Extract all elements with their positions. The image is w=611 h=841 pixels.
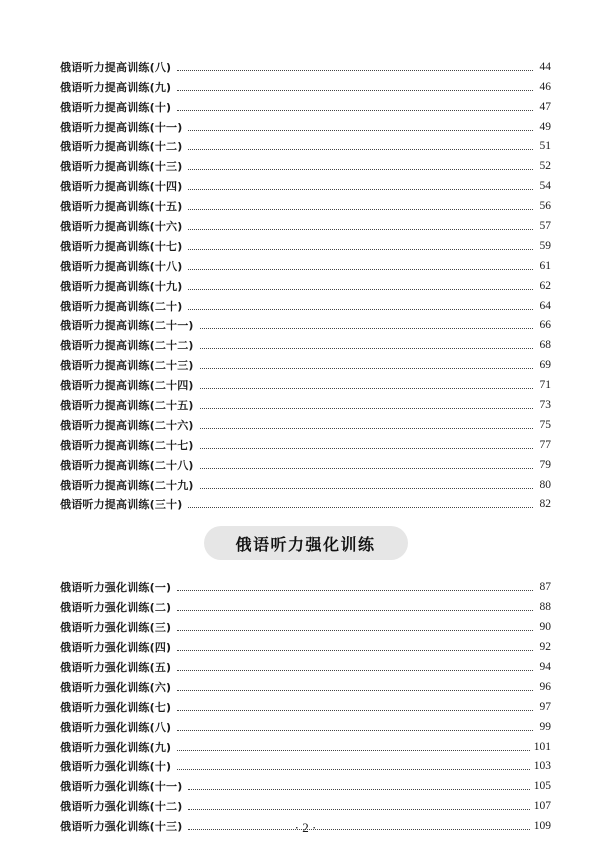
- toc-entry-page: 62: [539, 279, 551, 292]
- dot-leader: [177, 629, 533, 631]
- toc-entry-title: 俄语听力提高训练(二十六): [60, 418, 194, 432]
- toc-entry-page: 109: [533, 820, 551, 833]
- toc-entry-title: 俄语听力强化训练(七): [60, 700, 172, 714]
- toc-entry[interactable]: [60, 293, 551, 313]
- toc-entry[interactable]: [60, 372, 551, 392]
- toc-entry[interactable]: [60, 74, 551, 94]
- toc-entry[interactable]: [60, 193, 551, 213]
- toc-entry[interactable]: [60, 332, 551, 352]
- dot-leader: [188, 228, 533, 230]
- toc-entry-page: 94: [539, 660, 551, 673]
- toc-entry-page: 90: [539, 621, 551, 634]
- toc-entry-title: 俄语听力提高训练(十九): [60, 279, 183, 293]
- toc-entry[interactable]: [60, 273, 551, 293]
- toc-entry-title: 俄语听力强化训练(三): [60, 621, 172, 635]
- dot-leader: [188, 308, 533, 310]
- toc-entry[interactable]: [60, 54, 551, 74]
- dot-leader: [188, 268, 533, 270]
- dot-leader: [200, 467, 533, 469]
- page-number: · 2 ·: [294, 820, 317, 835]
- dot-leader: [200, 447, 533, 449]
- toc-entry[interactable]: [60, 153, 551, 173]
- toc-entry-title: 俄语听力提高训练(二十九): [60, 478, 194, 492]
- toc-entry[interactable]: [60, 452, 551, 472]
- toc-entry-title: 俄语听力提高训练(二十): [60, 299, 183, 313]
- toc-entry-title: 俄语听力强化训练(十一): [60, 780, 183, 794]
- toc-entry-title: 俄语听力提高训练(十): [60, 100, 172, 114]
- toc-entry-page: 56: [539, 200, 551, 213]
- toc-entry-page: 68: [539, 339, 551, 352]
- toc-entry-page: 46: [539, 80, 551, 93]
- dot-leader: [200, 327, 533, 329]
- toc-entry-title: 俄语听力提高训练(二十五): [60, 399, 194, 413]
- toc-entry-page: 64: [539, 299, 551, 312]
- toc-entry[interactable]: [60, 432, 551, 452]
- toc-entry-page: 77: [539, 438, 551, 451]
- toc-entry[interactable]: [60, 173, 551, 193]
- dot-leader: [177, 709, 533, 711]
- toc-entry-title: 俄语听力提高训练(二十四): [60, 379, 194, 393]
- toc-entry-page: 105: [533, 780, 551, 793]
- toc-entry-page: 71: [539, 379, 551, 392]
- toc-entry[interactable]: [60, 313, 551, 333]
- dot-leader: [177, 649, 533, 651]
- toc-entry-page: 87: [539, 581, 551, 594]
- toc-entry[interactable]: [60, 674, 551, 694]
- toc-entry-page: 69: [539, 359, 551, 372]
- toc-entry-page: 99: [539, 720, 551, 733]
- toc-entry-page: 54: [539, 180, 551, 193]
- toc-entry[interactable]: [60, 492, 551, 512]
- toc-entry-page: 82: [539, 498, 551, 511]
- toc-entry-page: 66: [539, 319, 551, 332]
- dot-leader: [177, 69, 533, 71]
- toc-entry[interactable]: [60, 734, 551, 754]
- toc-entry[interactable]: [60, 472, 551, 492]
- dot-leader: [200, 427, 533, 429]
- toc-entry-page: 44: [539, 60, 551, 73]
- dot-leader: [188, 148, 533, 150]
- toc-list-intensive: [60, 574, 551, 833]
- toc-entry-title: 俄语听力提高训练(十三): [60, 160, 183, 174]
- toc-entry[interactable]: [60, 253, 551, 273]
- dot-leader: [188, 208, 533, 210]
- dot-leader: [177, 109, 533, 111]
- toc-entry-page: 107: [533, 800, 551, 813]
- toc-entry-page: 79: [539, 458, 551, 471]
- toc-entry-title: 俄语听力强化训练(六): [60, 680, 172, 694]
- toc-entry-title: 俄语听力提高训练(十七): [60, 239, 183, 253]
- dot-leader: [188, 808, 529, 810]
- toc-entry-title: 俄语听力强化训练(四): [60, 641, 172, 655]
- toc-entry-title: 俄语听力强化训练(五): [60, 660, 172, 674]
- toc-entry-title: 俄语听力强化训练(十): [60, 760, 172, 774]
- dot-leader: [200, 407, 533, 409]
- toc-entry[interactable]: [60, 114, 551, 134]
- toc-entry-title: 俄语听力提高训练(二十一): [60, 319, 194, 333]
- dot-leader: [188, 506, 533, 508]
- dot-leader: [200, 367, 533, 369]
- toc-entry[interactable]: [60, 412, 551, 432]
- toc-entry-page: 80: [539, 478, 551, 491]
- toc-entry-page: 75: [539, 418, 551, 431]
- toc-entry-title: 俄语听力提高训练(十四): [60, 180, 183, 194]
- dot-leader: [177, 89, 533, 91]
- toc-entry-page: 73: [539, 399, 551, 412]
- toc-entry-title: 俄语听力提高训练(九): [60, 80, 172, 94]
- toc-entry[interactable]: [60, 134, 551, 154]
- toc-entry-title: 俄语听力提高训练(十六): [60, 220, 183, 234]
- toc-entry-page: 47: [539, 100, 551, 113]
- toc-entry-title: 俄语听力提高训练(十八): [60, 259, 183, 273]
- toc-entry[interactable]: [60, 714, 551, 734]
- toc-entry-page: 52: [539, 160, 551, 173]
- dot-leader: [177, 729, 533, 731]
- toc-entry[interactable]: [60, 773, 551, 793]
- dot-leader: [188, 188, 533, 190]
- toc-entry[interactable]: [60, 574, 551, 594]
- toc-entry[interactable]: [60, 694, 551, 714]
- toc-entry-title: 俄语听力强化训练(九): [60, 740, 172, 754]
- toc-entry-title: 俄语听力提高训练(十五): [60, 200, 183, 214]
- toc-page: [60, 54, 551, 833]
- toc-entry[interactable]: [60, 793, 551, 813]
- toc-entry-page: 96: [539, 680, 551, 693]
- toc-entry-title: 俄语听力提高训练(二十七): [60, 438, 194, 452]
- dot-leader: [177, 689, 533, 691]
- dot-leader: [188, 248, 533, 250]
- toc-entry[interactable]: [60, 754, 551, 774]
- toc-entry[interactable]: [60, 94, 551, 114]
- section-heading: 俄语听力强化训练: [204, 526, 408, 560]
- toc-entry-title: 俄语听力强化训练(一): [60, 581, 172, 595]
- toc-entry-page: 61: [539, 259, 551, 272]
- toc-entry-title: 俄语听力强化训练(十二): [60, 800, 183, 814]
- dot-leader: [200, 347, 533, 349]
- toc-entry-title: 俄语听力提高训练(二十三): [60, 359, 194, 373]
- toc-entry-title: 俄语听力强化训练(二): [60, 601, 172, 615]
- dot-leader: [188, 288, 533, 290]
- toc-entry-title: 俄语听力提高训练(八): [60, 60, 172, 74]
- toc-entry[interactable]: [60, 213, 551, 233]
- dot-leader: [188, 788, 529, 790]
- toc-list-improvement: [60, 54, 551, 511]
- toc-entry[interactable]: [60, 654, 551, 674]
- toc-entry[interactable]: [60, 594, 551, 614]
- toc-entry[interactable]: [60, 352, 551, 372]
- toc-entry-title: 俄语听力强化训练(十三): [60, 820, 183, 834]
- dot-leader: [200, 487, 533, 489]
- dot-leader: [188, 168, 533, 170]
- toc-entry-page: 101: [533, 740, 551, 753]
- toc-entry-page: 88: [539, 601, 551, 614]
- toc-entry-page: 57: [539, 220, 551, 233]
- dot-leader: [177, 669, 533, 671]
- toc-entry-page: 92: [539, 641, 551, 654]
- toc-entry-page: 49: [539, 120, 551, 133]
- toc-entry-title: 俄语听力提高训练(三十): [60, 498, 183, 512]
- toc-entry[interactable]: [60, 392, 551, 412]
- dot-leader: [177, 749, 529, 751]
- toc-entry-title: 俄语听力提高训练(二十二): [60, 339, 194, 353]
- dot-leader: [177, 609, 533, 611]
- toc-entry[interactable]: [60, 634, 551, 654]
- toc-entry-title: 俄语听力提高训练(十二): [60, 140, 183, 154]
- toc-entry-page: 59: [539, 239, 551, 252]
- toc-entry-page: 97: [539, 700, 551, 713]
- dot-leader: [177, 768, 529, 770]
- dot-leader: [200, 387, 533, 389]
- toc-entry-title: 俄语听力提高训练(二十八): [60, 458, 194, 472]
- toc-entry-title: 俄语听力强化训练(八): [60, 720, 172, 734]
- dot-leader: [177, 589, 533, 591]
- toc-entry[interactable]: [60, 614, 551, 634]
- toc-entry[interactable]: [60, 233, 551, 253]
- dot-leader: [188, 129, 533, 131]
- toc-entry-page: 51: [539, 140, 551, 153]
- toc-entry-title: 俄语听力提高训练(十一): [60, 120, 183, 134]
- toc-entry-page: 103: [533, 760, 551, 773]
